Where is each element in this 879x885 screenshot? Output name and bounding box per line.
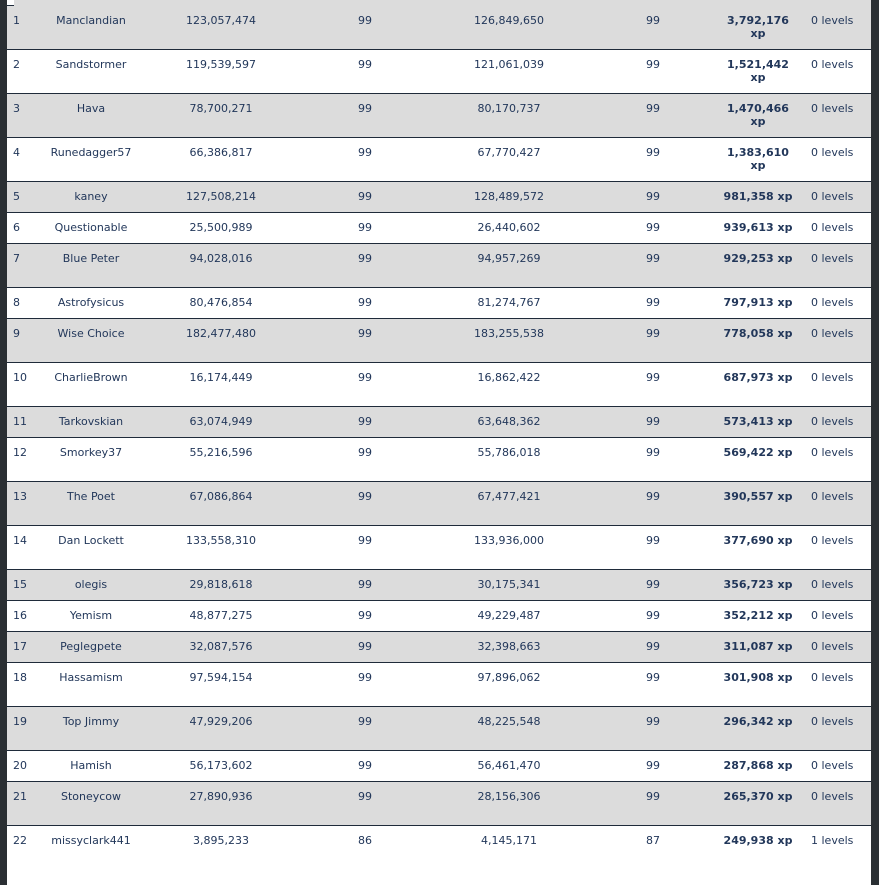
end-level: 99 — [591, 6, 715, 50]
player-name[interactable]: Stoneycow — [43, 782, 139, 826]
player-name[interactable]: Runedagger57 — [43, 138, 139, 182]
end-xp: 67,477,421 — [427, 482, 591, 526]
xp-gained: 939,613 xp — [715, 213, 801, 244]
table-row — [7, 213, 871, 244]
player-name[interactable]: Sandstormer — [43, 50, 139, 94]
start-xp: 94,028,016 — [139, 244, 303, 288]
xp-gained: 981,358 xp — [715, 182, 801, 213]
rank-cell: 22 — [7, 826, 43, 870]
player-name[interactable]: Top Jimmy — [43, 707, 139, 751]
levels-gained: 0 levels — [801, 94, 871, 138]
end-level: 99 — [591, 319, 715, 363]
leaderboard-rows — [7, 6, 871, 870]
levels-gained: 0 levels — [801, 244, 871, 288]
xp-gained: 778,058 xp — [715, 319, 801, 363]
start-xp: 16,174,449 — [139, 363, 303, 407]
start-xp: 182,477,480 — [139, 319, 303, 363]
end-level: 99 — [591, 751, 715, 782]
start-level: 86 — [303, 826, 427, 870]
levels-gained: 0 levels — [801, 6, 871, 50]
table-top-edge — [14, 0, 871, 6]
table-row — [7, 526, 871, 570]
rank-cell: 5 — [7, 182, 43, 213]
table-row — [7, 570, 871, 601]
end-xp: 55,786,018 — [427, 438, 591, 482]
start-level: 99 — [303, 707, 427, 751]
start-level: 99 — [303, 751, 427, 782]
xp-gained: 569,422 xp — [715, 438, 801, 482]
start-level: 99 — [303, 482, 427, 526]
end-level: 99 — [591, 363, 715, 407]
end-level: 99 — [591, 94, 715, 138]
levels-gained: 0 levels — [801, 570, 871, 601]
end-xp: 4,145,171 — [427, 826, 591, 870]
end-level: 99 — [591, 601, 715, 632]
levels-gained: 0 levels — [801, 632, 871, 663]
start-level: 99 — [303, 213, 427, 244]
levels-gained: 0 levels — [801, 526, 871, 570]
levels-gained: 0 levels — [801, 213, 871, 244]
end-level: 99 — [591, 526, 715, 570]
xp-gained: 1,383,610 xp — [715, 138, 801, 182]
start-xp: 3,895,233 — [139, 826, 303, 870]
table-row — [7, 138, 871, 182]
rank-cell: 21 — [7, 782, 43, 826]
rank-cell: 1 — [7, 6, 43, 50]
xp-gained: 296,342 xp — [715, 707, 801, 751]
start-xp: 56,173,602 — [139, 751, 303, 782]
levels-gained: 0 levels — [801, 601, 871, 632]
xp-gained: 687,973 xp — [715, 363, 801, 407]
end-xp: 63,648,362 — [427, 407, 591, 438]
start-xp: 133,558,310 — [139, 526, 303, 570]
rank-cell: 19 — [7, 707, 43, 751]
rank-cell: 4 — [7, 138, 43, 182]
end-xp: 56,461,470 — [427, 751, 591, 782]
start-level: 99 — [303, 663, 427, 707]
table-row — [7, 482, 871, 526]
end-xp: 128,489,572 — [427, 182, 591, 213]
rank-cell: 18 — [7, 663, 43, 707]
leaderboard-table-container — [7, 0, 871, 885]
start-xp: 27,890,936 — [139, 782, 303, 826]
rank-cell: 14 — [7, 526, 43, 570]
table-row — [7, 50, 871, 94]
start-level: 99 — [303, 632, 427, 663]
xp-gained: 1,470,466 xp — [715, 94, 801, 138]
rank-cell: 17 — [7, 632, 43, 663]
table-row — [7, 438, 871, 482]
table-row — [7, 782, 871, 826]
end-xp: 26,440,602 — [427, 213, 591, 244]
xp-gained: 356,723 xp — [715, 570, 801, 601]
rank-cell: 16 — [7, 601, 43, 632]
player-name[interactable]: missyclark441 — [43, 826, 139, 870]
xp-gained: 573,413 xp — [715, 407, 801, 438]
player-name[interactable]: Manclandian — [43, 6, 139, 50]
levels-gained: 0 levels — [801, 707, 871, 751]
levels-gained: 0 levels — [801, 50, 871, 94]
end-xp: 126,849,650 — [427, 6, 591, 50]
end-level: 99 — [591, 138, 715, 182]
player-name[interactable]: Astrofysicus — [43, 288, 139, 319]
start-xp: 55,216,596 — [139, 438, 303, 482]
rank-cell: 3 — [7, 94, 43, 138]
table-row — [7, 707, 871, 751]
player-name[interactable]: kaney — [43, 182, 139, 213]
table-row — [7, 751, 871, 782]
end-level: 99 — [591, 782, 715, 826]
start-level: 99 — [303, 138, 427, 182]
end-xp: 94,957,269 — [427, 244, 591, 288]
levels-gained: 0 levels — [801, 319, 871, 363]
end-xp: 30,175,341 — [427, 570, 591, 601]
player-name[interactable]: Wise Choice — [43, 319, 139, 363]
start-xp: 67,086,864 — [139, 482, 303, 526]
player-name[interactable]: Blue Peter — [43, 244, 139, 288]
player-name[interactable]: Hamish — [43, 751, 139, 782]
start-xp: 80,476,854 — [139, 288, 303, 319]
player-name[interactable]: Yemism — [43, 601, 139, 632]
levels-gained: 0 levels — [801, 782, 871, 826]
start-xp: 63,074,949 — [139, 407, 303, 438]
start-level: 99 — [303, 94, 427, 138]
end-level: 99 — [591, 288, 715, 319]
start-level: 99 — [303, 319, 427, 363]
start-level: 99 — [303, 50, 427, 94]
xp-gained: 929,253 xp — [715, 244, 801, 288]
start-level: 99 — [303, 601, 427, 632]
player-name[interactable]: Tarkovskian — [43, 407, 139, 438]
start-level: 99 — [303, 363, 427, 407]
rank-cell: 12 — [7, 438, 43, 482]
start-level: 99 — [303, 782, 427, 826]
xp-gained: 377,690 xp — [715, 526, 801, 570]
xp-gained: 352,212 xp — [715, 601, 801, 632]
end-level: 99 — [591, 482, 715, 526]
start-level: 99 — [303, 244, 427, 288]
rank-cell: 15 — [7, 570, 43, 601]
table-row — [7, 826, 871, 870]
start-xp: 29,818,618 — [139, 570, 303, 601]
end-level: 99 — [591, 182, 715, 213]
end-level: 99 — [591, 407, 715, 438]
end-xp: 32,398,663 — [427, 632, 591, 663]
table-row — [7, 244, 871, 288]
start-xp: 32,087,576 — [139, 632, 303, 663]
table-row — [7, 663, 871, 707]
levels-gained: 0 levels — [801, 751, 871, 782]
start-level: 99 — [303, 526, 427, 570]
xp-gained: 265,370 xp — [715, 782, 801, 826]
rank-cell: 7 — [7, 244, 43, 288]
end-level: 99 — [591, 244, 715, 288]
levels-gained: 0 levels — [801, 407, 871, 438]
start-xp: 119,539,597 — [139, 50, 303, 94]
end-level: 87 — [591, 826, 715, 870]
end-xp: 48,225,548 — [427, 707, 591, 751]
end-level: 99 — [591, 570, 715, 601]
rank-cell: 13 — [7, 482, 43, 526]
table-row — [7, 94, 871, 138]
start-xp: 78,700,271 — [139, 94, 303, 138]
xp-gained: 390,557 xp — [715, 482, 801, 526]
start-xp: 25,500,989 — [139, 213, 303, 244]
start-xp: 123,057,474 — [139, 6, 303, 50]
player-name[interactable]: Questionable — [43, 213, 139, 244]
player-name[interactable]: The Poet — [43, 482, 139, 526]
end-level: 99 — [591, 213, 715, 244]
xp-gained: 1,521,442 xp — [715, 50, 801, 94]
start-xp: 47,929,206 — [139, 707, 303, 751]
player-name[interactable]: Smorkey37 — [43, 438, 139, 482]
end-xp: 121,061,039 — [427, 50, 591, 94]
table-row — [7, 6, 871, 50]
rank-cell: 10 — [7, 363, 43, 407]
end-xp: 97,896,062 — [427, 663, 591, 707]
xp-gained: 797,913 xp — [715, 288, 801, 319]
rank-cell: 2 — [7, 50, 43, 94]
end-level: 99 — [591, 707, 715, 751]
table-row — [7, 288, 871, 319]
end-level: 99 — [591, 632, 715, 663]
player-name[interactable]: olegis — [43, 570, 139, 601]
end-level: 99 — [591, 50, 715, 94]
end-xp: 183,255,538 — [427, 319, 591, 363]
rank-cell: 20 — [7, 751, 43, 782]
leaderboard-table — [7, 5, 871, 870]
player-name[interactable]: Dan Lockett — [43, 526, 139, 570]
start-xp: 127,508,214 — [139, 182, 303, 213]
start-level: 99 — [303, 570, 427, 601]
end-xp: 67,770,427 — [427, 138, 591, 182]
end-level: 99 — [591, 438, 715, 482]
rank-cell: 6 — [7, 213, 43, 244]
levels-gained: 1 levels — [801, 826, 871, 870]
end-level: 99 — [591, 663, 715, 707]
start-xp: 97,594,154 — [139, 663, 303, 707]
table-row — [7, 407, 871, 438]
end-xp: 16,862,422 — [427, 363, 591, 407]
table-row — [7, 182, 871, 213]
rank-cell: 8 — [7, 288, 43, 319]
levels-gained: 0 levels — [801, 363, 871, 407]
start-xp: 66,386,817 — [139, 138, 303, 182]
table-row — [7, 363, 871, 407]
table-row — [7, 319, 871, 363]
end-xp: 80,170,737 — [427, 94, 591, 138]
player-name[interactable]: Hassamism — [43, 663, 139, 707]
start-level: 99 — [303, 438, 427, 482]
player-name[interactable]: Peglegpete — [43, 632, 139, 663]
levels-gained: 0 levels — [801, 182, 871, 213]
end-xp: 81,274,767 — [427, 288, 591, 319]
start-level: 99 — [303, 6, 427, 50]
table-row — [7, 632, 871, 663]
levels-gained: 0 levels — [801, 288, 871, 319]
xp-gained: 301,908 xp — [715, 663, 801, 707]
levels-gained: 0 levels — [801, 438, 871, 482]
levels-gained: 0 levels — [801, 663, 871, 707]
xp-gained: 249,938 xp — [715, 826, 801, 870]
start-xp: 48,877,275 — [139, 601, 303, 632]
start-level: 99 — [303, 288, 427, 319]
end-xp: 49,229,487 — [427, 601, 591, 632]
start-level: 99 — [303, 407, 427, 438]
rank-cell: 9 — [7, 319, 43, 363]
table-row — [7, 601, 871, 632]
player-name[interactable]: Hava — [43, 94, 139, 138]
start-level: 99 — [303, 182, 427, 213]
xp-gained: 287,868 xp — [715, 751, 801, 782]
end-xp: 133,936,000 — [427, 526, 591, 570]
player-name[interactable]: CharlieBrown — [43, 363, 139, 407]
levels-gained: 0 levels — [801, 482, 871, 526]
levels-gained: 0 levels — [801, 138, 871, 182]
end-xp: 28,156,306 — [427, 782, 591, 826]
xp-gained: 311,087 xp — [715, 632, 801, 663]
rank-cell: 11 — [7, 407, 43, 438]
xp-gained: 3,792,176 xp — [715, 6, 801, 50]
